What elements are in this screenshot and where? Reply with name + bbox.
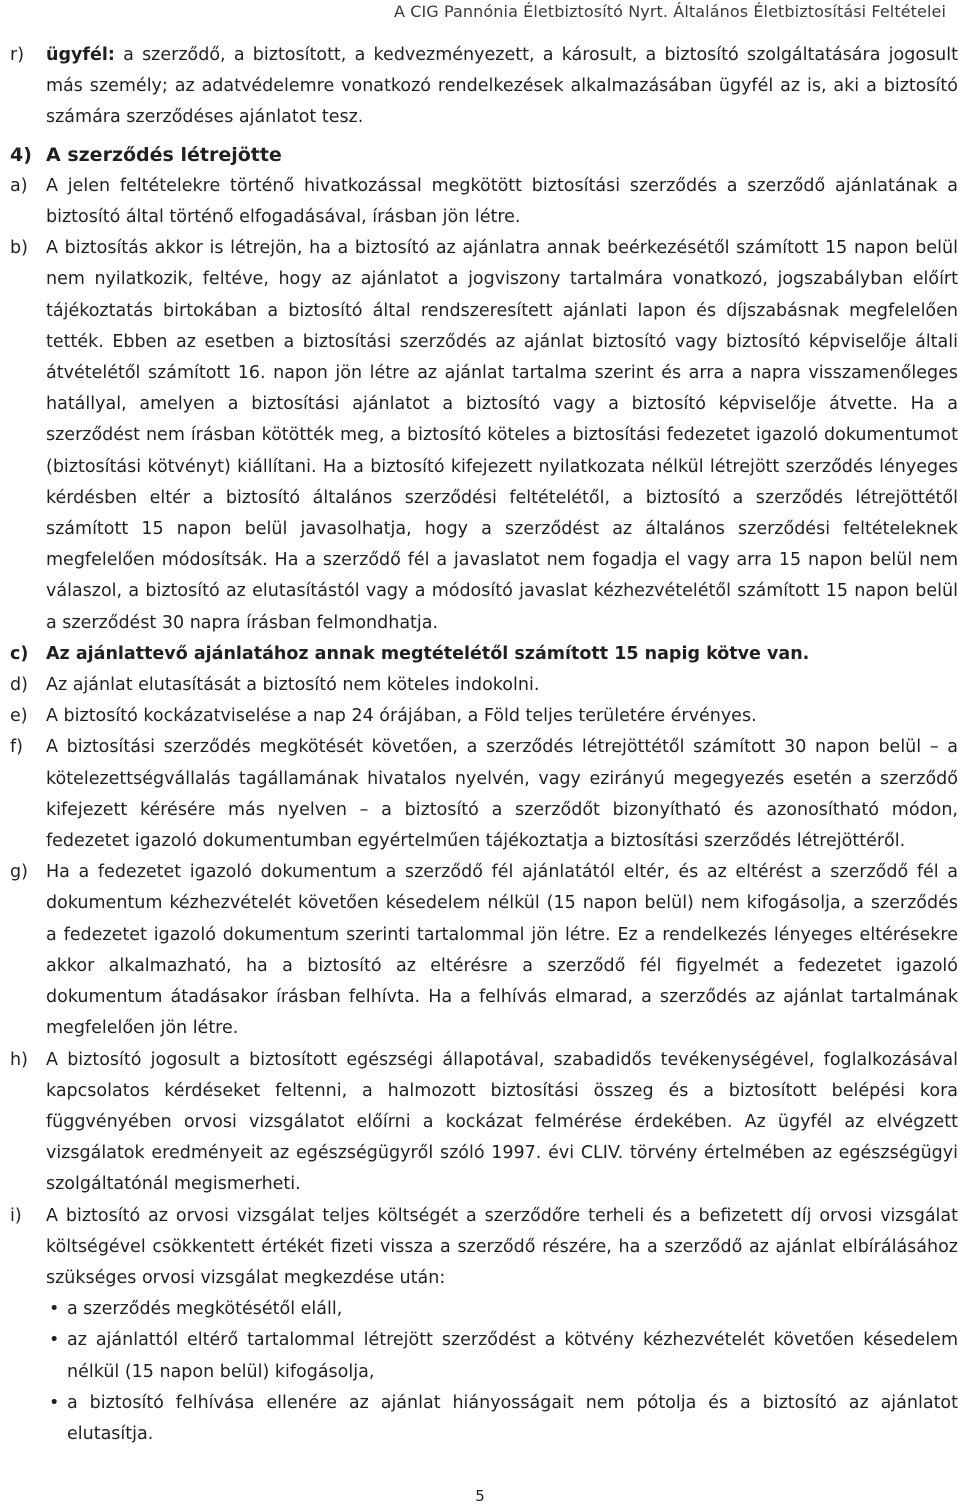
page-number: 5 bbox=[475, 1487, 485, 1505]
section-title: A szerződés létrejötte bbox=[46, 143, 282, 166]
item-marker: f) bbox=[10, 737, 23, 758]
bullet-icon: • bbox=[49, 1299, 60, 1320]
definition-text: a szerződő, a biztosított, a kedvezményezett, a károsult, a biztosító szolgáltatására jogosult más személy; az adatvédelemre vonatkozó rendelkezések alkalmazásában ügyfél az is, aki a biztosító számára szerződéses ajánlatot tesz. bbox=[46, 45, 958, 128]
definition-term: ügyfél: bbox=[46, 45, 115, 65]
bullet-icon: • bbox=[49, 1392, 60, 1413]
item-marker: a) bbox=[10, 175, 28, 196]
clause-text: A biztosítás akkor is létrejön, ha a biztosító az ajánlatra annak beérkezésétől számított 15 napon belül nem nyilatkozik, feltéve, hogy az ajánlatot a jogviszony tartalmára vonatkozó, jogszabályban előírt tájékoztatás birtokában a biztosító által rendszeresített ajánlati lapon és díjszabásnak megfelelően tették. Ebben az esetben a biztosítási szerződés az ajánlat biztosító vagy biztosító képviselője általi átvételétől számított 16. napon jön létre az ajánlat tartalma szerint és arra a napra visszamenőleges hatállyal, amelyen a biztosítási ajánlatot a biztosító vagy a biztosító képviselője átvette. Ha a szerződést nem írásban kötötték meg, a biztosító köteles a biztosítási fedezetet igazoló dokumentumot (biztosítási kötvényt) kiállítani. Ha a biztosító kifejezett nyilatkozata nélkül létrejött szerződés lényeges kérdésben eltér a biztosító általános szerződési feltételétől, a biztosító a szerződés létrejöttétől számított 15 napon belül javasolhatja, hogy a szerződést az általános szerződési feltételeknek megfelelően módosítsák. Ha a szerződő fél a javaslatot nem fogadja el vagy arra 15 napon belül nem válaszol, a biztosító az elutasítástól vagy a módosító javaslat kézhezvételétől számított 15 napon belül a szerződést 30 napra írásban felmondhatja. bbox=[46, 238, 958, 633]
item-marker: h) bbox=[10, 1049, 28, 1070]
section-heading bbox=[10, 140, 958, 171]
bullet-icon: • bbox=[49, 1330, 60, 1351]
clause-a bbox=[10, 171, 958, 233]
clause-i bbox=[10, 1201, 958, 1451]
clause-text: A biztosító az orvosi vizsgálat teljes költségét a szerződőre terheli és a befizetett díj orvosi vizsgálat költségével csökkentett értékét fizeti vissza a szerződő részére, ha a szerződő az ajánlat elbírálásához szükséges orvosi vizsgálat megkezdése után: bbox=[46, 1205, 958, 1288]
clause-text: Az ajánlattevő ajánlatához annak megtételétől számított 15 napig kötve van. bbox=[46, 643, 810, 664]
clause-g bbox=[10, 857, 958, 1044]
item-marker: i) bbox=[10, 1205, 22, 1226]
clause-text: Ha a fedezetet igazoló dokumentum a szerződő fél ajánlatától eltér, és az eltérést a szerződő fél a dokumentum kézhezvételét követően késedelem nélkül (15 napon belül) nem kifogásolja, a szerződés a fedezetet igazoló dokumentum szerinti tartalommal jön létre. Ez a rendelkezés lényeges eltérésekre akkor alkalmazható, ha a biztosító az eltérésre a szerződő fél figyelmét a fedezetet igazoló dokumentum átadásakor írásban felhívta. Ha a felhívás elmarad, a szerződés az ajánlat tartalmának megfelelően jön létre. bbox=[46, 862, 958, 1039]
item-marker: e) bbox=[10, 706, 28, 727]
list-item bbox=[46, 1325, 958, 1387]
item-marker: r) bbox=[10, 45, 25, 65]
list-item bbox=[46, 1388, 958, 1450]
clause-text: A jelen feltételekre történő hivatkozással megkötött biztosítási szerződés a szerződő ajánlatának a biztosító által történő elfogadásával, írásban jön létre. bbox=[46, 175, 958, 228]
list-item bbox=[46, 1294, 958, 1325]
clause-text: A biztosító jogosult a biztosított egészségi állapotával, szabadidős tevékenységével, foglalkozásával kapcsolatos kérdéseket feltenni, a halmozott biztosítási összeg és a biztosított belépési kora függvényében orvosi vizsgálatot előírni a kockázat felmérése érdekében. Az ügyfél az elvégzett vizsgálatok eredményeit az egészségügyről szóló 1997. évi CLIV. törvény értelmében az egészségügyi szolgáltatónál megismerheti. bbox=[46, 1049, 958, 1195]
clause-e bbox=[10, 701, 958, 732]
clause-text: Az ajánlat elutasítását a biztosító nem köteles indokolni. bbox=[46, 675, 540, 696]
list-item-text: az ajánlattól eltérő tartalommal létrejött szerződést a kötvény kézhezvételét követően késedelem nélkül (15 napon belül) kifogásolja, bbox=[67, 1330, 958, 1382]
clause-d bbox=[10, 670, 958, 701]
section-number: 4) bbox=[10, 143, 32, 166]
clause-b bbox=[10, 233, 958, 639]
item-marker: c) bbox=[10, 643, 29, 664]
definition-item-r bbox=[10, 40, 958, 134]
running-header: A CIG Pannónia Életbiztosító Nyrt. Általános Életbiztosítási Feltételei bbox=[393, 2, 946, 21]
list-item-text: a biztosító felhívása ellenére az ajánlat hiányosságait nem pótolja és a biztosító az ajánlatot elutasítja. bbox=[67, 1392, 958, 1444]
item-marker: b) bbox=[10, 238, 28, 259]
clause-text: A biztosító kockázatviselése a nap 24 órájában, a Föld teljes területére érvényes. bbox=[46, 706, 757, 727]
clause-f bbox=[10, 732, 958, 857]
bullet-list bbox=[46, 1294, 958, 1450]
item-marker: d) bbox=[10, 675, 28, 696]
list-item-text: a szerződés megkötésétől eláll, bbox=[67, 1299, 343, 1320]
clause-h bbox=[10, 1045, 958, 1201]
item-marker: g) bbox=[10, 862, 28, 883]
clause-text: A biztosítási szerződés megkötését követően, a szerződés létrejöttétől számított 30 napon belül – a kötelezettségvállalás tagállamának hivatalos nyelvén, vagy ezirányú megegyezés esetén a szerződő kifejezett kérésére más nyelven – a biztosító a szerződőt bizonyítható és azonosítható módon, fedezetet igazoló dokumentumban egyértelműen tájékoztatja a biztosítási szerződés létrejöttéről. bbox=[46, 737, 958, 852]
document-body bbox=[10, 40, 958, 1450]
clause-c bbox=[10, 639, 958, 670]
